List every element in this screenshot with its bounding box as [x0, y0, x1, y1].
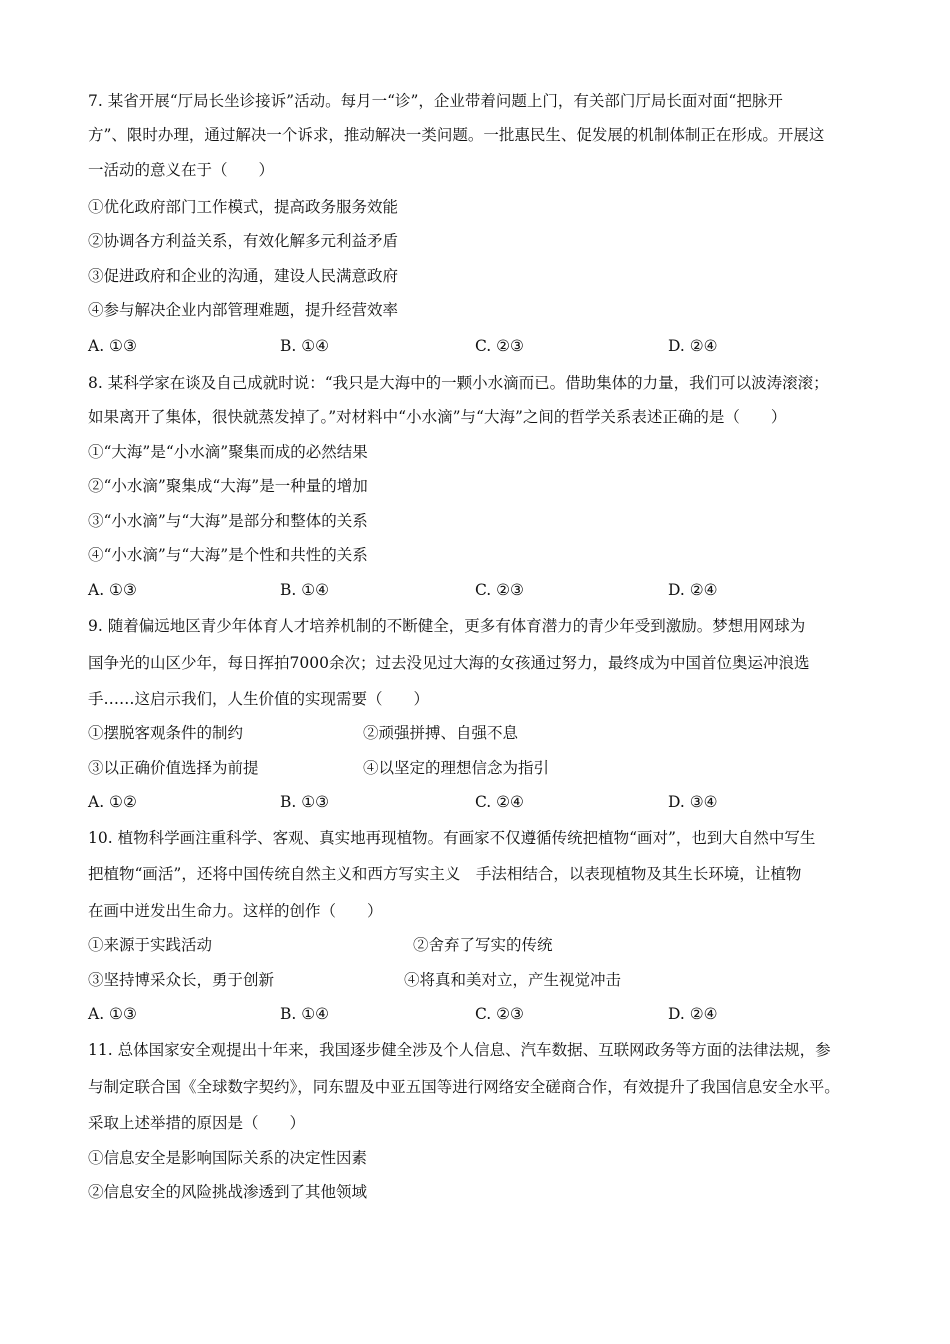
choice-c[interactable]: C. ②③ — [475, 581, 524, 599]
choice-a[interactable]: A. ①③ — [88, 337, 137, 355]
statement: ②“小水滴”聚集成“大海”是一种量的增加 — [88, 477, 368, 495]
question-stem-line: 在画中迸发出生命力。这样的创作（ ） — [88, 902, 383, 920]
statement: ①信息安全是影响国际关系的决定性因素 — [88, 1149, 368, 1167]
choice-a[interactable]: A. ①③ — [88, 1005, 137, 1023]
statement: ②顽强拼搏、自强不息 — [363, 724, 519, 742]
question-stem-line: 7. 某省开展“厅局长坐诊接诉”活动。每月一“诊”，企业带着问题上门，有关部门厅局长面对面“把脉开 — [88, 92, 783, 110]
statement: ④参与解决企业内部管理难题，提升经营效率 — [88, 301, 399, 319]
question-stem-line: 手……这启示我们，人生价值的实现需要（ ） — [88, 690, 430, 708]
statement: ①优化政府部门工作模式，提高政务服务效能 — [88, 198, 399, 216]
question-stem-line: 国争光的山区少年，每日挥拍7000余次；过去没见过大海的女孩通过努力，最终成为中国首位奥运冲浪选 — [88, 654, 810, 672]
choice-a[interactable]: A. ①③ — [88, 581, 137, 599]
choice-c[interactable]: C. ②③ — [475, 1005, 524, 1023]
choice-b[interactable]: B. ①④ — [280, 581, 330, 599]
question-stem-line: 把植物“画活”，还将中国传统自然主义和西方写实主义 手法相结合，以表现植物及其生长环境，让植物 — [88, 865, 802, 883]
choice-d[interactable]: D. ②④ — [668, 337, 718, 355]
question-stem-line: 一活动的意义在于（ ） — [88, 161, 275, 179]
statement: ②信息安全的风险挑战渗透到了其他领域 — [88, 1183, 368, 1201]
statement: ④以坚定的理想信念为指引 — [363, 759, 550, 777]
question-stem-line: 采取上述举措的原因是（ ） — [88, 1114, 306, 1132]
choice-c[interactable]: C. ②③ — [475, 337, 524, 355]
statement: ③“小水滴”与“大海”是部分和整体的关系 — [88, 512, 368, 530]
statement: ③坚持博采众长，勇于创新 — [88, 971, 275, 989]
choice-d[interactable]: D. ②④ — [668, 1005, 718, 1023]
choice-b[interactable]: B. ①④ — [280, 337, 330, 355]
choice-d[interactable]: D. ③④ — [668, 793, 718, 811]
question-stem-line: 8. 某科学家在谈及自己成就时说：“我只是大海中的一颗小水滴而已。借助集体的力量，我们可以波涛滚滚； — [88, 374, 829, 392]
question-stem-line: 如果离开了集体，很快就蒸发掉了。”对材料中“小水滴”与“大海”之间的哲学关系表述正确的是（ ） — [88, 408, 787, 426]
statement: ④“小水滴”与“大海”是个性和共性的关系 — [88, 546, 368, 564]
question-stem-line: 方”、限时办理，通过解决一个诉求，推动解决一类问题。一批惠民生、促发展的机制体制正在形成。开展这 — [88, 126, 825, 144]
choice-c[interactable]: C. ②④ — [475, 793, 524, 811]
question-stem-line: 9. 随着偏远地区青少年体育人才培养机制的不断健全，更多有体育潜力的青少年受到激励。梦想用网球为 — [88, 617, 806, 635]
statement: ①来源于实践活动 — [88, 936, 213, 954]
statement: ③促进政府和企业的沟通，建设人民满意政府 — [88, 267, 399, 285]
statement: ①“大海”是“小水滴”聚集而成的必然结果 — [88, 443, 368, 461]
statement: ③以正确价值选择为前提 — [88, 759, 259, 777]
question-stem-line: 10. 植物科学画注重科学、客观、真实地再现植物。有画家不仅遵循传统把植物“画对”，也到大自然中写生 — [88, 829, 816, 847]
statement: ②协调各方利益关系，有效化解多元利益矛盾 — [88, 232, 399, 250]
question-stem-line: 与制定联合国《全球数字契约》，同东盟及中亚五国等进行网络安全磋商合作，有效提升了我国信息安全水平。 — [88, 1078, 840, 1096]
choice-a[interactable]: A. ①② — [88, 793, 137, 811]
statement: ①摆脱客观条件的制约 — [88, 724, 244, 742]
statement: ④将真和美对立，产生视觉冲击 — [404, 971, 622, 989]
choice-b[interactable]: B. ①④ — [280, 1005, 330, 1023]
question-stem-line: 11. 总体国家安全观提出十年来，我国逐步健全涉及个人信息、汽车数据、互联网政务等方面的法律法规，参 — [88, 1041, 831, 1059]
statement: ②舍弃了写实的传统 — [413, 936, 553, 954]
choice-b[interactable]: B. ①③ — [280, 793, 330, 811]
choice-d[interactable]: D. ②④ — [668, 581, 718, 599]
